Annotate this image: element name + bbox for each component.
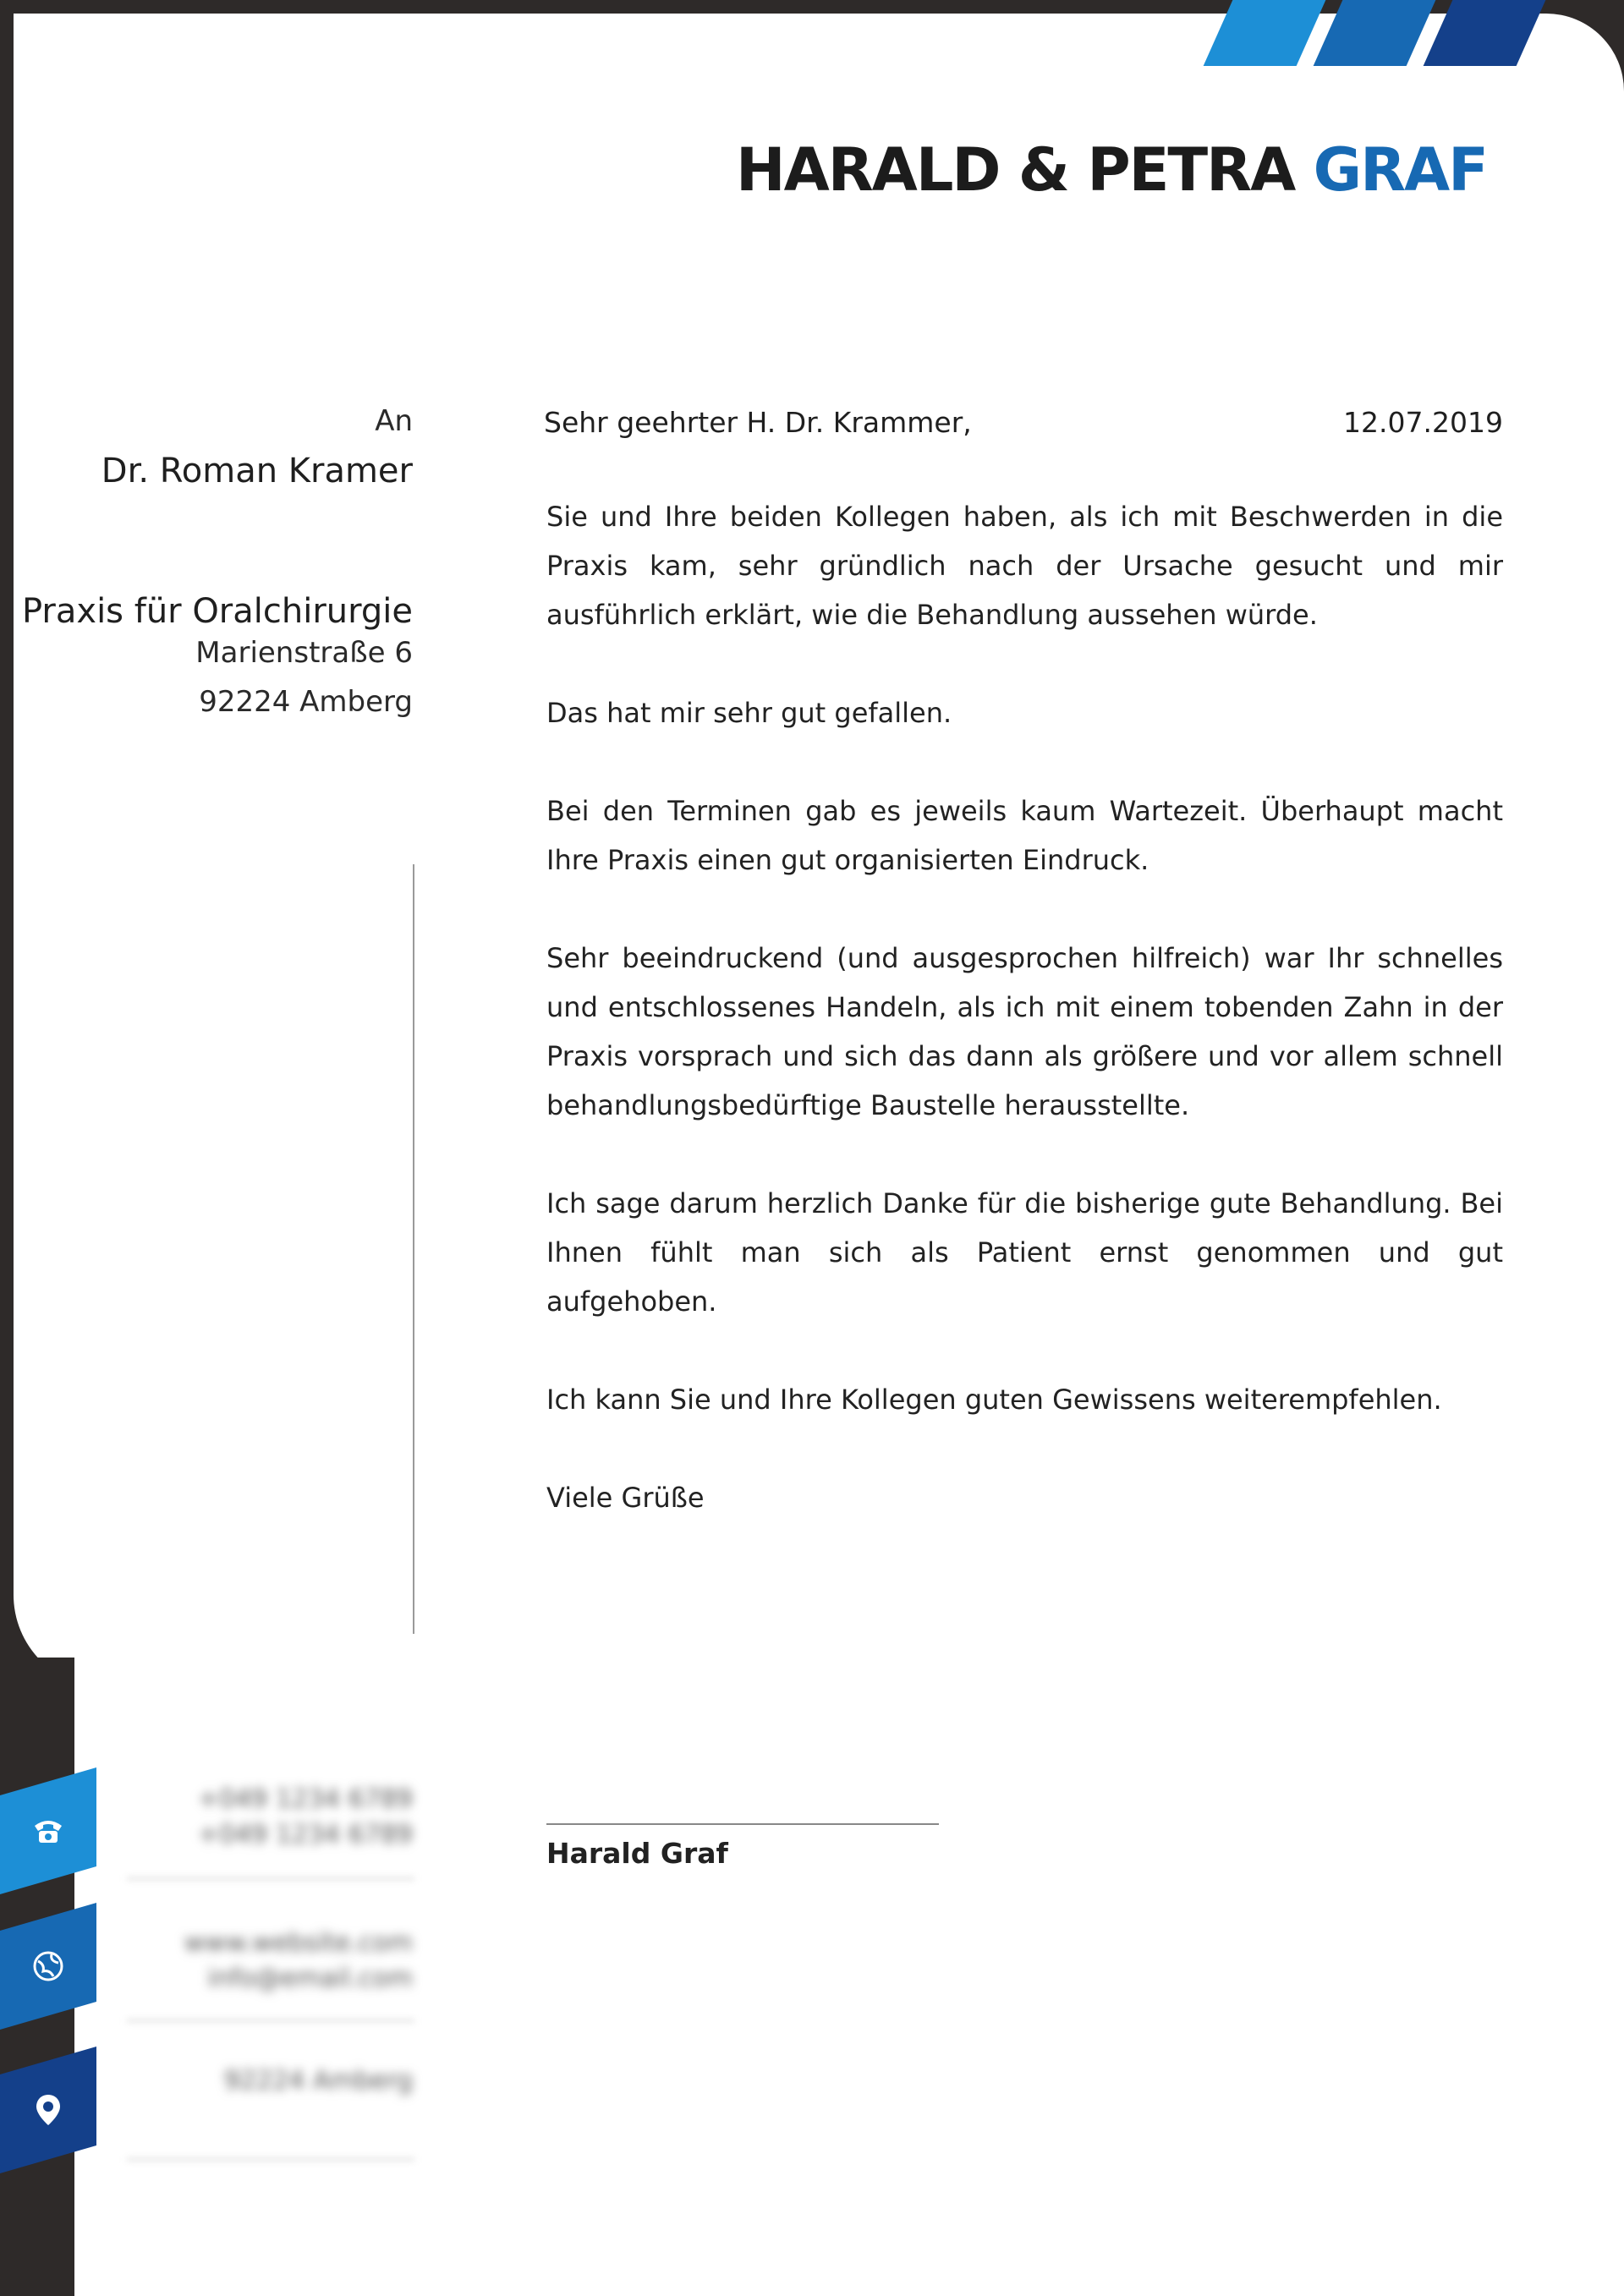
letter-body xyxy=(546,492,1503,1522)
contact-divider xyxy=(127,2019,414,2022)
paragraph: Ich kann Sie und Ihre Kollegen guten Gewissens weiterempfehlen. xyxy=(546,1384,1442,1416)
brand-name: HARALD & PETRA xyxy=(735,135,1314,205)
phone-icon xyxy=(30,1812,67,1849)
contact-phone-2: +049 1234 6789 xyxy=(197,1820,413,1849)
recipient-street: Marienstraße 6 xyxy=(195,636,413,670)
brand-surname: GRAF xyxy=(1313,135,1487,205)
recipient-label: An xyxy=(375,404,413,438)
contact-divider xyxy=(127,2158,414,2161)
contact-website: www.website.com xyxy=(184,1928,413,1958)
recipient-practice: Praxis für Oralchirurgie xyxy=(22,592,413,631)
paragraph: Das hat mir sehr gut gefallen. xyxy=(546,697,952,729)
divider-line xyxy=(413,864,414,1634)
paragraph: Sie und Ihre beiden Kollegen haben, als ich mit Beschwerden in die Praxis kam, sehr gründlich nach der Ursache gesucht und mir ausführlich erklärt, wie die Behandlung aussehen würde. xyxy=(546,501,1503,631)
salutation: Sehr geehrter H. Dr. Krammer, xyxy=(544,406,972,439)
paragraph: Ich sage darum herzlich Danke für die bisherige gute Behandlung. Bei Ihnen fühlt man sich als Patient ernst genommen und gut aufgehoben. xyxy=(546,1187,1503,1318)
contact-divider xyxy=(127,1877,414,1880)
letter-date: 12.07.2019 xyxy=(1343,406,1503,439)
contact-location: 92224 Amberg xyxy=(223,2066,413,2096)
recipient-city: 92224 Amberg xyxy=(199,685,413,719)
paragraph: Bei den Terminen gab es jeweils kaum Wartezeit. Überhaupt macht Ihre Praxis einen gut organisierten Eindruck. xyxy=(546,795,1503,876)
recipient-name: Dr. Roman Kramer xyxy=(101,452,413,490)
letterhead-title xyxy=(736,135,1487,205)
globe-icon xyxy=(30,1948,67,1985)
signature-line xyxy=(546,1823,939,1825)
location-pin-icon xyxy=(30,2091,67,2129)
contact-email: info@email.com xyxy=(207,1964,413,1993)
contact-phone: +049 1234 6789 xyxy=(197,1784,413,1814)
signature-name: Harald Graf xyxy=(546,1837,728,1870)
closing: Viele Grüße xyxy=(546,1482,705,1514)
paragraph: Sehr beeindruckend (und ausgesprochen hilfreich) war Ihr schnelles und entschlossenes Handeln, als ich mit einem tobenden Zahn in der Praxis vorsprach und sich das dann als größere und vor allem schnell behandlungsbedürftige Baustelle herausstellte. xyxy=(546,942,1503,1121)
